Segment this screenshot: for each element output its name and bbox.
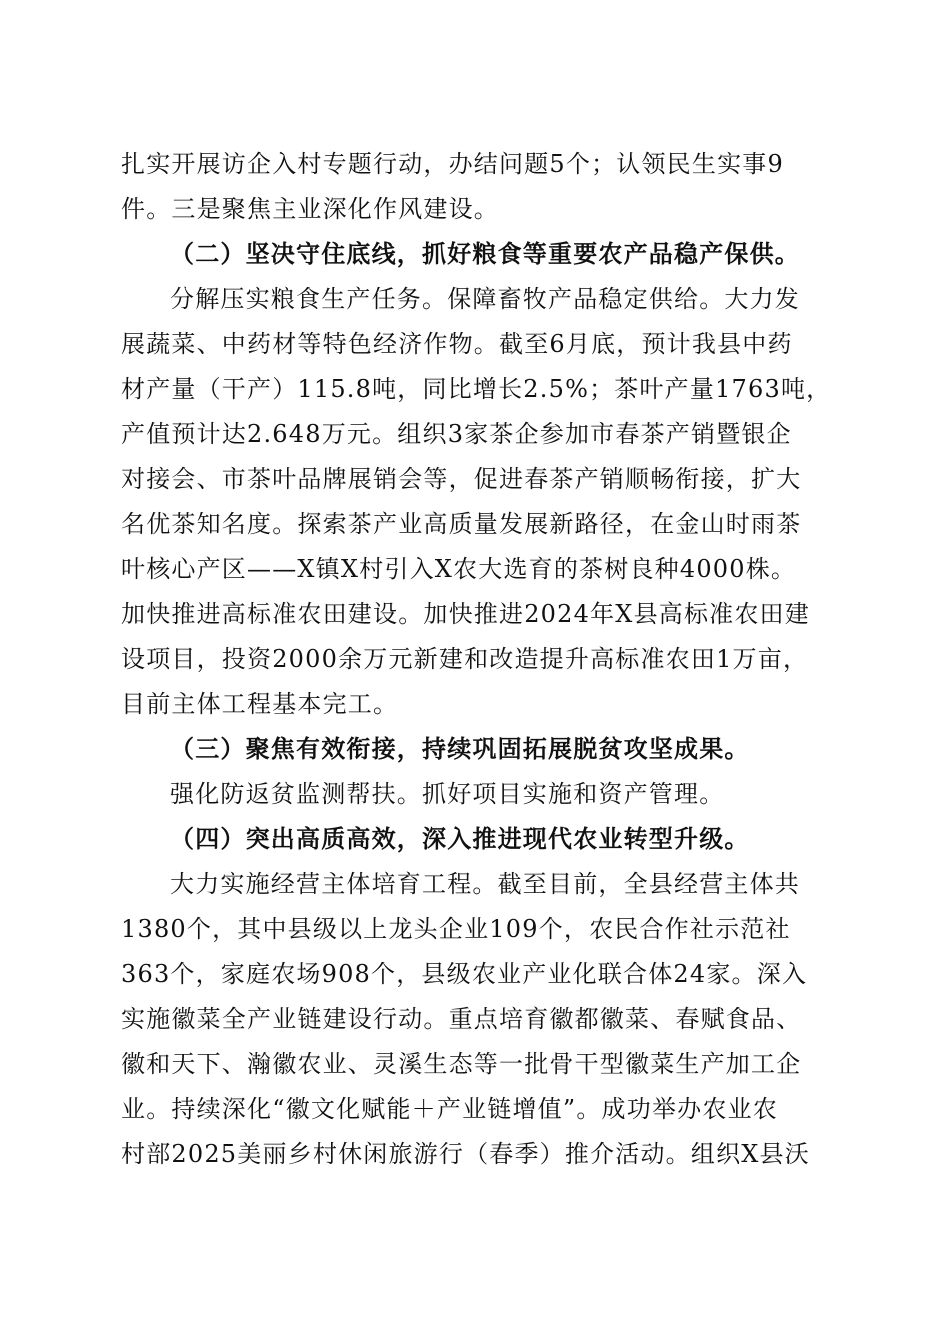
body-text-line: 业。持续深化“徽文化赋能＋产业链增值”。成功举办农业农 [121,1095,778,1123]
section-heading-3: （三）聚焦有效衔接，持续巩固拓展脱贫攻坚成果。 [170,734,750,763]
body-text-line: 强化防返贫监测帮扶。抓好项目实施和资产管理。 [170,780,725,808]
section-heading-2: （二）坚决守住底线，抓好粮食等重要农产品稳产保供。 [170,239,800,268]
body-text-line: 加快推进高标准农田建设。加快推进2024年X县高标准农田建 [121,600,810,628]
body-text-line: 叶核心产区——X镇X村引入X农大选育的茶树良种4000株。 [121,555,797,583]
body-text-line: 件。三是聚焦主业深化作风建设。 [121,195,499,223]
body-text-line: 产值预计达2.648万元。组织3家茶企参加市春茶产销暨银企 [121,420,792,448]
body-text-line: 设项目，投资2000余万元新建和改造提升高标准农田1万亩， [121,645,809,673]
body-text-line: 分解压实粮食生产任务。保障畜牧产品稳定供给。大力发 [170,285,800,313]
body-text-line: 1380个，其中县级以上龙头企业109个，农民合作社示范社 [121,915,791,943]
section-heading-4: （四）突出高质高效，深入推进现代农业转型升级。 [170,824,750,853]
body-text-line: 实施徽菜全产业链建设行动。重点培育徽都徽菜、春赋食品、 [121,1005,802,1033]
body-text-line: 村部2025美丽乡村休闲旅游行（春季）推介活动。组织X县沃 [121,1140,810,1168]
body-text-line: 材产量（干产）115.8吨，同比增长2.5%；茶叶产量1763吨， [121,375,832,403]
body-text-line: 徽和天下、瀚徽农业、灵溪生态等一批骨干型徽菜生产加工企 [121,1050,802,1078]
body-text-line: 目前主体工程基本完工。 [121,690,399,718]
body-text-line: 大力实施经营主体培育工程。截至目前，全县经营主体共 [170,870,800,898]
body-text-line: 扎实开展访企入村专题行动，办结问题5个；认领民生实事9 [121,150,784,178]
body-text-line: 名优茶知名度。探索茶产业高质量发展新路径，在金山时雨茶 [121,510,802,538]
body-text-line: 363个，家庭农场908个，县级农业产业化联合体24家。深入 [121,960,808,988]
body-text-line: 展蔬菜、中药材等特色经济作物。截至6月底，预计我县中药 [121,330,793,358]
body-text-line: 对接会、市茶叶品牌展销会等，促进春茶产销顺畅衔接，扩大 [121,465,802,493]
